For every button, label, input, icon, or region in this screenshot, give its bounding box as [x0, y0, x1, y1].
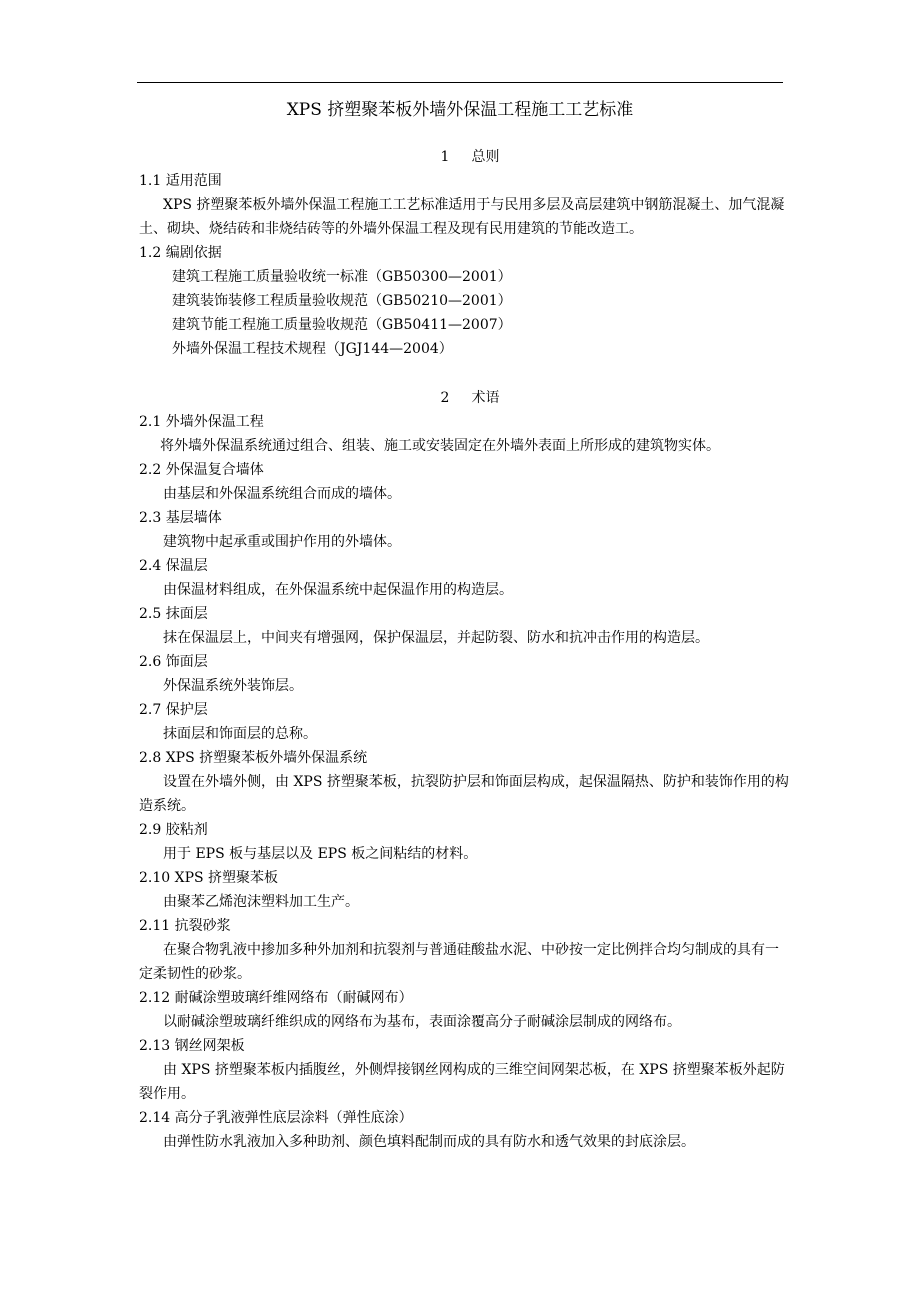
- subsection-heading: 2.14 高分子乳液弹性底层涂料（弹性底涂）: [139, 1110, 413, 1126]
- paragraph: 由聚苯乙烯泡沫塑料加工生产。: [163, 894, 359, 910]
- document-body: [139, 145, 791, 1154]
- paragraph: 由基层和外保温系统组合而成的墙体。: [163, 486, 401, 502]
- subsection-heading: 2.4 保温层: [139, 558, 208, 574]
- section-heading-2: [139, 386, 791, 410]
- paragraph: 用于 EPS 板与基层以及 EPS 板之间粘结的材料。: [163, 846, 478, 862]
- section-heading-1: [139, 145, 791, 169]
- paragraph: 由 XPS 挤塑聚苯板内插腹丝，外侧焊接钢丝网构成的三维空间网架芯板，在 XPS 挤塑聚苯板外起防裂作用。: [139, 1062, 785, 1102]
- reference-item: 建筑工程施工质量验收统一标准（GB50300—2001）: [172, 269, 512, 285]
- paragraph: XPS 挤塑聚苯板外墙外保温工程施工工艺标准适用于与民用多层及高层建筑中钢筋混凝土、加气混凝土、砌块、烧结砖和非烧结砖等的外墙外保温工程及现有民用建筑的节能改造工。: [139, 197, 785, 237]
- reference-item: 外墙外保温工程技术规程（JGJ144—2004）: [172, 341, 453, 357]
- section-number: 2: [440, 390, 450, 406]
- subsection-heading: 2.1 外墙外保温工程: [139, 414, 264, 430]
- paragraph: 在聚合物乳液中掺加多种外加剂和抗裂剂与普通硅酸盐水泥、中砂按一定比例拌合均匀制成的具有一定柔韧性的砂浆。: [139, 942, 779, 982]
- reference-item: 建筑节能工程施工质量验收规范（GB50411—2007）: [172, 317, 512, 333]
- spacer: [139, 361, 791, 386]
- paragraph: 抹在保温层上，中间夹有增强网，保护保温层，并起防裂、防水和抗冲击作用的构造层。: [163, 630, 709, 646]
- subsection-heading: 1.2 编剧依据: [139, 245, 222, 261]
- subsection-heading: 2.9 胶粘剂: [139, 822, 208, 838]
- reference-item: 建筑装饰装修工程质量验收规范（GB50210—2001）: [172, 293, 512, 309]
- subsection-heading: 2.7 保护层: [139, 702, 208, 718]
- section-title: 总则: [471, 149, 500, 165]
- subsection-heading: 2.8 XPS 挤塑聚苯板外墙外保温系统: [139, 750, 368, 766]
- paragraph: 建筑物中起承重或围护作用的外墙体。: [163, 534, 401, 550]
- subsection-heading: 2.5 抹面层: [139, 606, 208, 622]
- subsection-heading: 2.2 外保温复合墙体: [139, 462, 264, 478]
- subsection-heading: 1.1 适用范围: [139, 173, 222, 189]
- subsection-heading: 2.3 基层墙体: [139, 510, 222, 526]
- section-title: 术语: [471, 390, 500, 406]
- paragraph: 由弹性防水乳液加入多种助剂、颜色填料配制而成的具有防水和透气效果的封底涂层。: [163, 1134, 695, 1150]
- subsection-heading: 2.11 抗裂砂浆: [139, 918, 231, 934]
- document-title: XPS 挤塑聚苯板外墙外保温工程施工工艺标准: [286, 100, 634, 120]
- header-rule: [137, 82, 783, 83]
- subsection-heading: 2.13 钢丝网架板: [139, 1038, 245, 1054]
- subsection-heading: 2.12 耐碱涂塑玻璃纤维网络布（耐碱网布）: [139, 990, 413, 1006]
- paragraph: 抹面层和饰面层的总称。: [163, 726, 317, 742]
- paragraph: 将外墙外保温系统通过组合、组装、施工或安装固定在外墙外表面上所形成的建筑物实体。: [160, 438, 720, 454]
- section-number: 1: [440, 149, 450, 165]
- paragraph: 外保温系统外装饰层。: [163, 678, 303, 694]
- paragraph: 设置在外墙外侧，由 XPS 挤塑聚苯板，抗裂防护层和饰面层构成，起保温隔热、防护和装饰作用的构造系统。: [139, 774, 789, 814]
- paragraph: 以耐碱涂塑玻璃纤维织成的网络布为基布，表面涂覆高分子耐碱涂层制成的网络布。: [163, 1014, 681, 1030]
- subsection-heading: 2.6 饰面层: [139, 654, 208, 670]
- paragraph: 由保温材料组成，在外保温系统中起保温作用的构造层。: [163, 582, 513, 598]
- subsection-heading: 2.10 XPS 挤塑聚苯板: [139, 870, 279, 886]
